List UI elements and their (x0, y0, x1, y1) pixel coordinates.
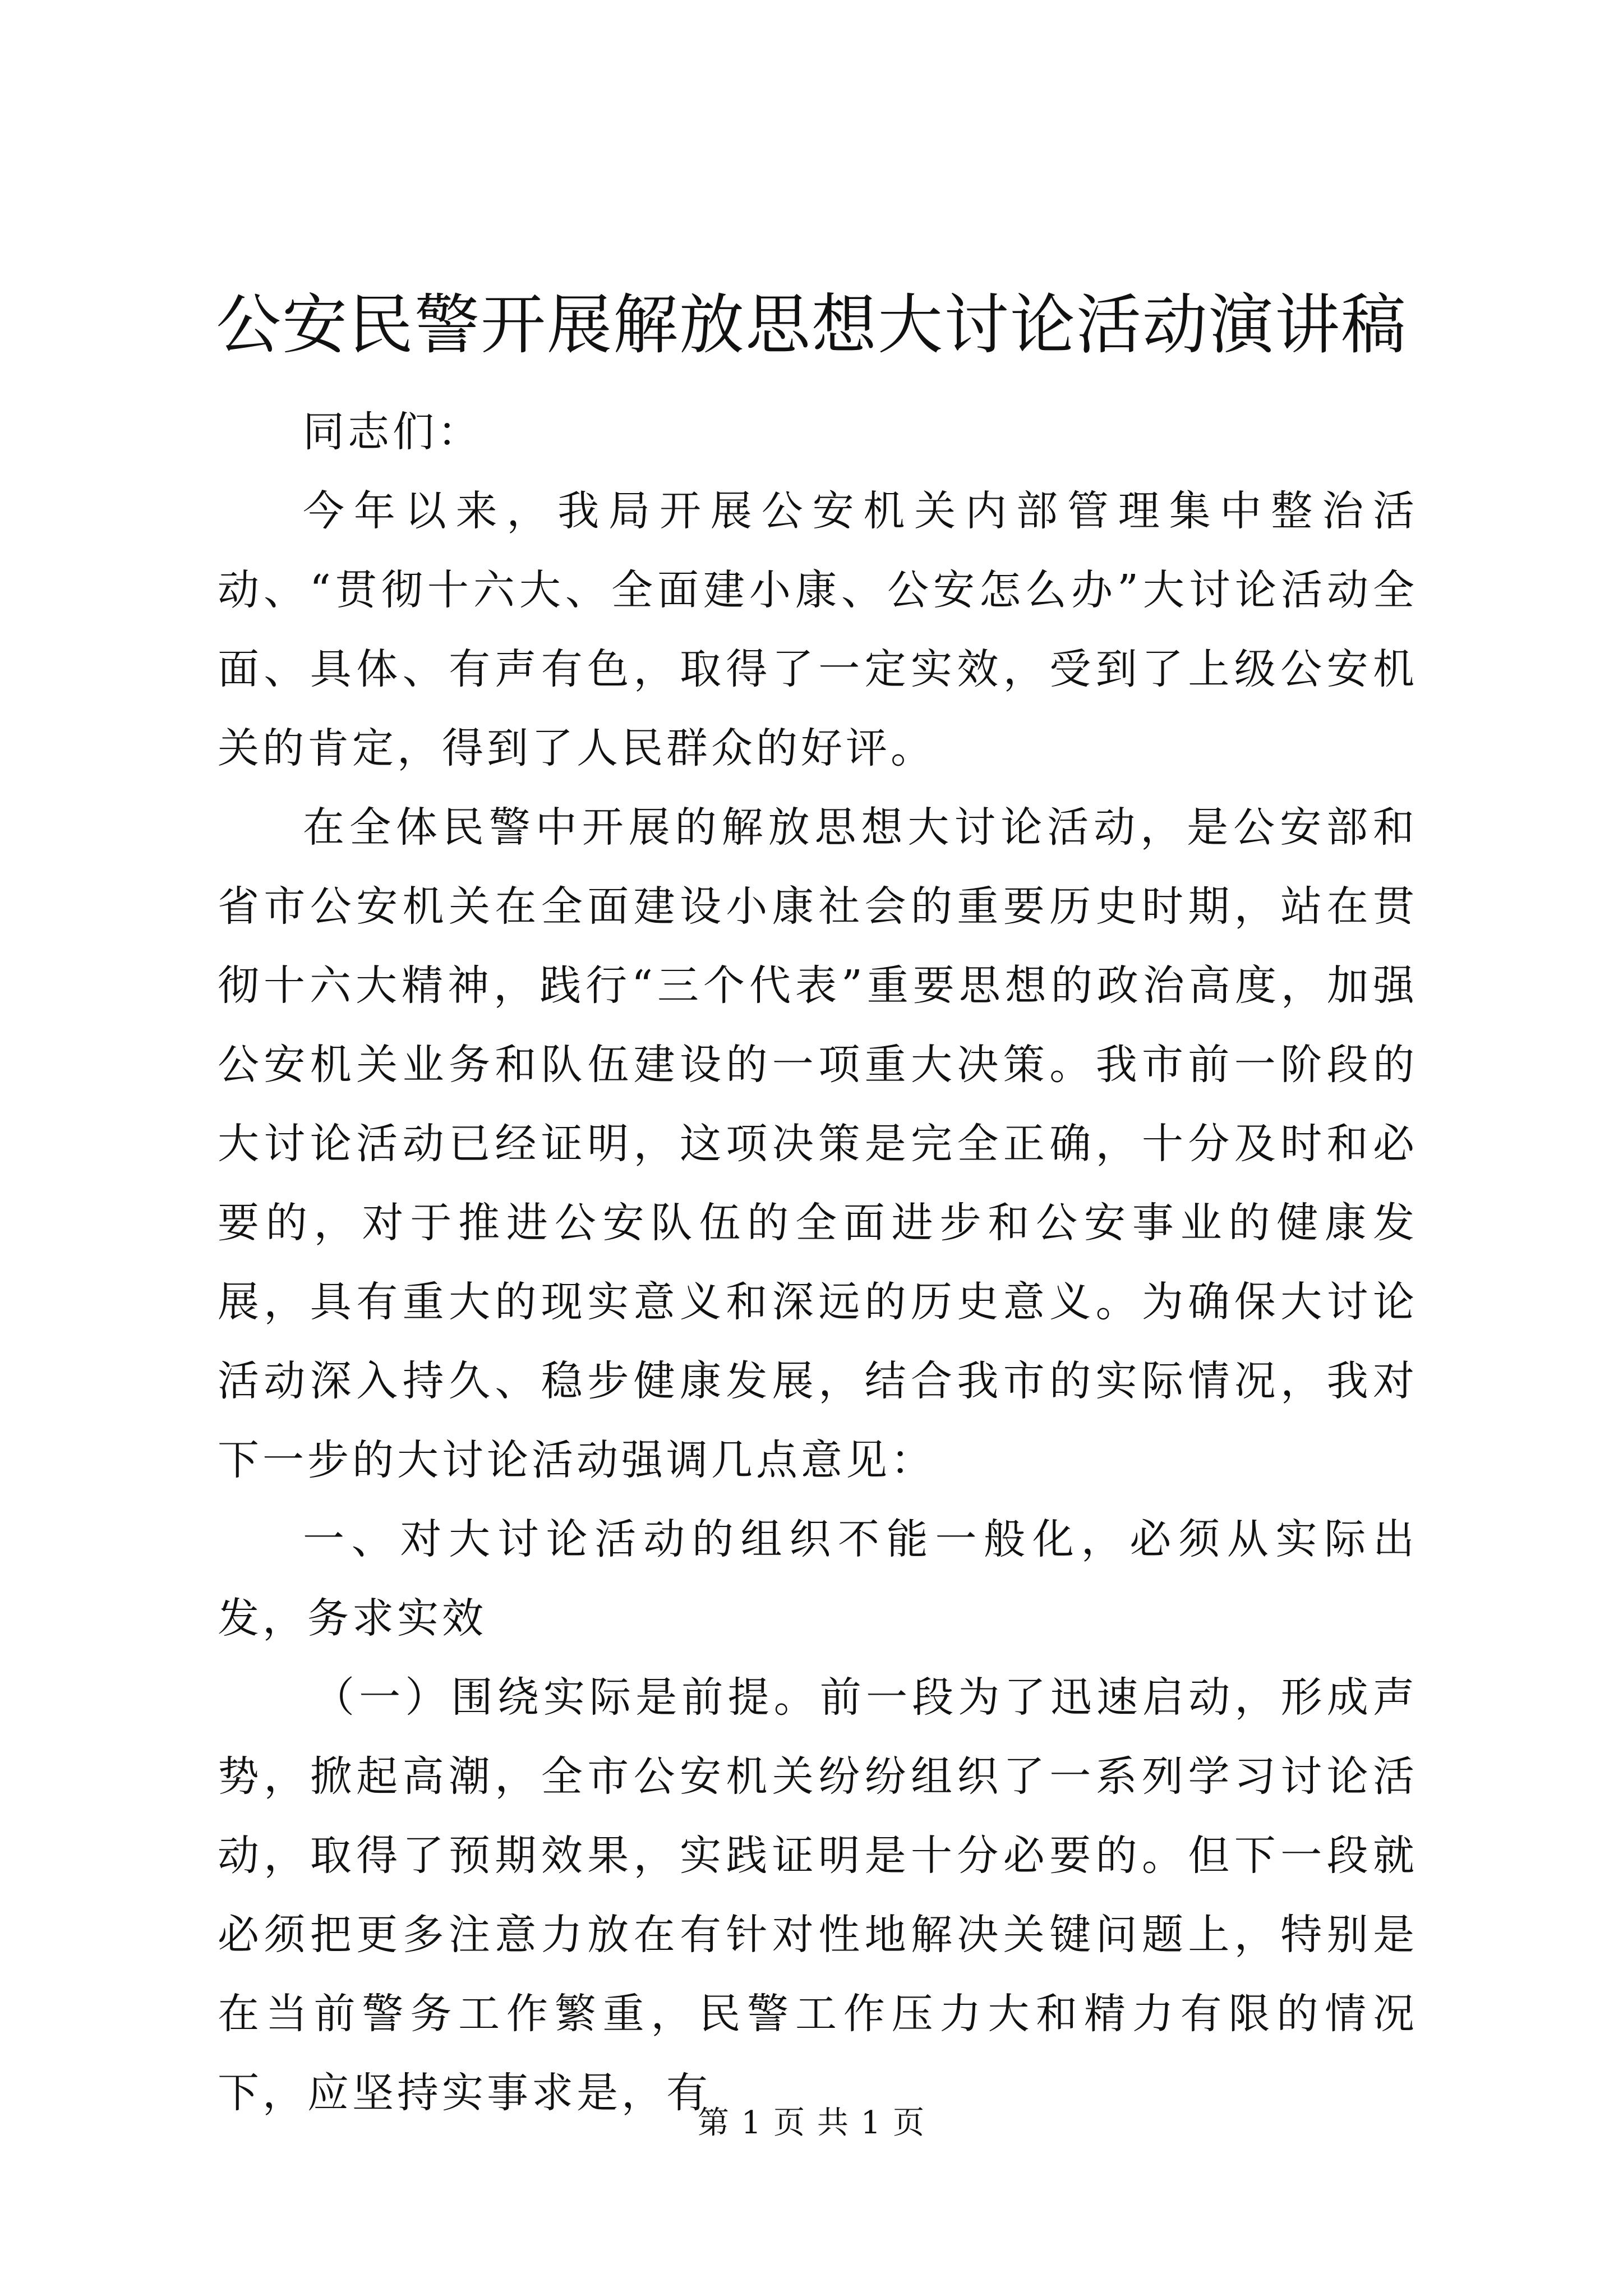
greeting: 同志们： (303, 408, 482, 456)
subsection-one: （一）围绕实际是前提。前一段为了迅速启动，形成声势，掀起高潮，全市公安机关纷纷组织了一系列学习讨论活动，取得了预期效果，实践证明是十分必要的。但下一段就必须把更多注意力放在有针对性地解决关键问题上，特别是在当前警务工作繁重，民警工作压力大和精力有限的情况下，应坚持实事求是，有 (218, 1673, 1418, 2117)
paragraph-intro: 今年以来，我局开展公安机关内部管理集中整治活动、“贯彻十六大、全面建小康、公安怎么办”大讨论活动全面、具体、有声有色，取得了一定实效，受到了上级公安机关的肯定，得到了人民群众的好评。 (218, 487, 1418, 772)
document-title: 公安民警开展解放思想大讨论活动演讲稿 (216, 287, 1407, 363)
paragraph-significance: 在全体民警中开展的解放思想大讨论活动，是公安部和省市公安机关在全面建设小康社会的重要历史时期，站在贯彻十六大精神，践行“三个代表”重要思想的政治高度，加强公安机关业务和队伍建设的一项重大决策。我市前一阶段的大讨论活动已经证明，这项决策是完全正确，十分及时和必要的，对于推进公安队伍的全面进步和公安事业的健康发展，具有重大的现实意义和深远的历史意义。为确保大讨论活动深入持久、稳步健康发展，结合我市的实际情况，我对下一步的大讨论活动强调几点意见： (218, 803, 1418, 1484)
document-body (218, 393, 1418, 2133)
page-footer: 第 1 页 共 1 页 (697, 2105, 926, 2141)
section-heading-one: 一、对大讨论活动的组织不能一般化，必须从实际出发，务求实效 (218, 1515, 1418, 1642)
